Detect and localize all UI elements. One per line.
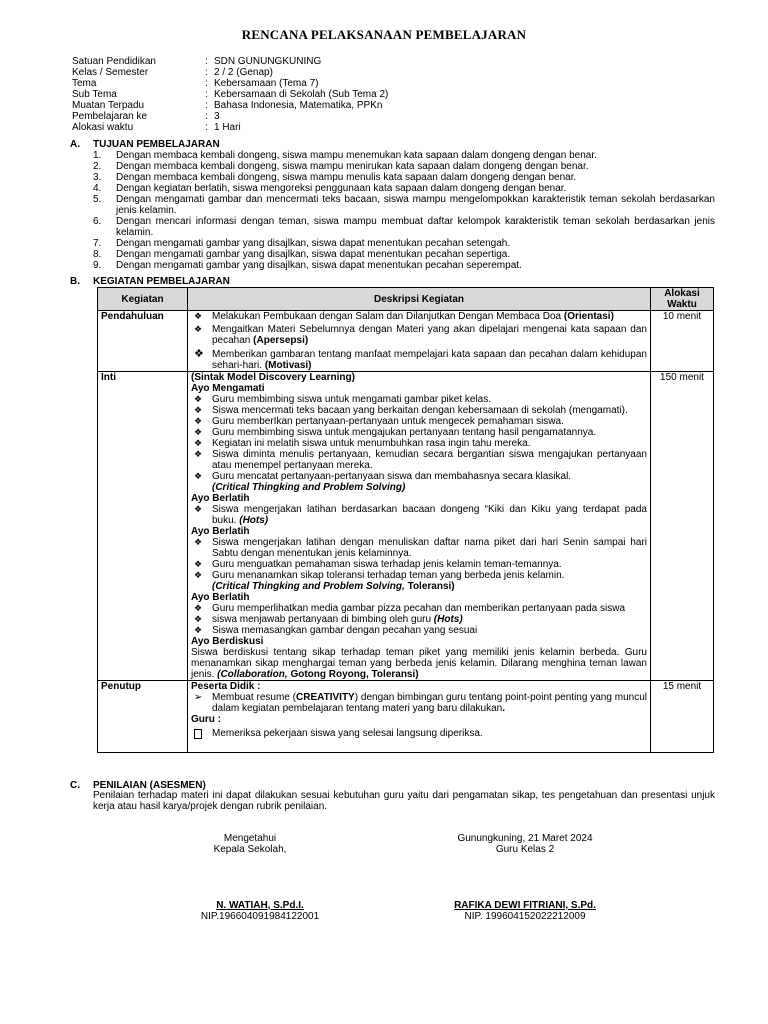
item-text: Guru memberIkan pertanyaan-pertanyaan untuk mengecek pemahaman siswa. <box>212 416 564 427</box>
assessment-text: Penilaian terhadap materi ini dapat dilakukan sesuai kebutuhan guru yaitu dari pengamatan sikap, tes pengetahuan dan presentasi unjuk kerja atau hasil karya/projek dengan rubrik penilaian. <box>93 790 715 812</box>
info-row-pembelajaran <box>72 111 388 122</box>
discussion-text <box>191 647 647 680</box>
item-tag: (Orientasi) <box>563 311 614 322</box>
item-number: 8. <box>93 249 102 260</box>
section-title: PENILAIAN (ASESMEN) <box>93 780 206 791</box>
row-label: Penutup <box>98 681 188 753</box>
list-item <box>191 427 647 438</box>
item-text: Dengan kegiatan berlatih, siswa mengoreksi penggunaan kata sapaan dalam dongeng dengan benar. <box>116 183 567 194</box>
table-header-row <box>98 288 714 311</box>
document-title: RENCANA PELAKSANAAN PEMBELAJARAN <box>241 27 527 42</box>
row-description <box>188 311 651 372</box>
item-text: Melakukan Pembukaan dengan Salam dan Dilanjutkan Dengan Membaca Doa <box>212 311 564 322</box>
skill-note: (Hots) <box>433 614 463 625</box>
list-item <box>93 249 715 260</box>
section-title: TUJUAN PEMBELAJARAN <box>93 139 220 150</box>
item-text: Siswa berdiskusi tentang sikap terhadap teman piket yang memiliki jenis kelamin berbeda. Guru menanamkan sikap menghargai teman yang berbeda jenis kelamin. Dilarang menghina teman lawan jenis. <box>191 647 647 680</box>
row-time: 150 menit <box>651 372 714 681</box>
info-label: Tema <box>72 78 97 89</box>
list-item <box>191 394 647 405</box>
item-text: Dengan mengamati gambar yang disajlkan, siswa dapat menentukan pecahan sepertiga. <box>116 249 511 260</box>
diamond-bullet-icon: ❖ <box>194 559 203 569</box>
section-a-heading <box>70 139 220 150</box>
table-row-penutup <box>98 681 714 753</box>
item-text: Mengaitkan Materi Sebelumnya dengan Materi yang akan dipelajari mengenai kata sapaan dan pecahan <box>212 324 647 346</box>
item-text: Dengan mengamati gambar yang disajlkan, siswa dapat menentukan pecahan seperempat. <box>116 260 522 271</box>
item-text: Kegiatan ini melatih siswa untuk menumbuhkan rasa ingin tahu mereka. <box>212 438 531 449</box>
item-tag: (Apersepsi) <box>253 335 309 346</box>
list-item <box>93 161 715 172</box>
item-text: Membuat resume ( <box>212 692 297 703</box>
info-block <box>72 56 388 133</box>
item-number: 3. <box>93 172 102 183</box>
diamond-bullet-icon: ❖ <box>194 324 203 334</box>
item-text: ) dengan bimbingan guru tentang point-point penting yang muncul dalam kegiatan pembelajaran tentang materi yang baru dilakukan <box>212 692 647 714</box>
list-item <box>93 183 715 194</box>
diamond-bullet-icon: ❖ <box>194 416 203 426</box>
section-title: KEGIATAN PEMBELAJARAN <box>93 276 230 287</box>
list-item <box>191 449 647 471</box>
diamond-bullet-icon: ❖ <box>194 394 203 404</box>
item-text: Dengan mengamati gambar yang disajlkan, siswa dapat menentukan pecahan setengah. <box>116 238 511 249</box>
info-label: Pembelajaran ke <box>72 111 148 122</box>
signer-name: RAFIKA DEWI FITRIANI, S.Pd. <box>454 900 596 911</box>
item-text: Dengan membaca kembali dongeng, siswa mampu menirukan kata sapaan dalam dongeng dengan benar. <box>116 161 589 172</box>
list-item <box>191 416 647 427</box>
info-label: Alokasi waktu <box>72 122 134 133</box>
item-text: siswa menjawab pertanyaan di bimbing oleh guru <box>212 614 434 625</box>
list-item <box>191 728 647 742</box>
subheading-berlatih: Ayo Berlatih <box>191 493 250 504</box>
info-value: 2 / 2 (Genap) <box>214 67 273 78</box>
diamond-bullet-icon: ❖ <box>194 614 203 624</box>
objectives-list <box>93 150 715 271</box>
list-item <box>191 438 647 449</box>
diamond-bullet-icon: ❖ <box>194 449 203 459</box>
item-text: Guru memperlihatkan media gambar pizza pecahan dan memberikan pertanyaan pada siswa <box>212 603 626 614</box>
skill-note-italic: (Critical Thingking and Problem Solving, <box>212 581 405 592</box>
list-item <box>191 625 647 636</box>
section-number: C. <box>70 780 80 791</box>
sign-role: Guru Kelas 2 <box>495 844 555 855</box>
diamond-bullet-icon: ❖ <box>194 348 204 360</box>
signature-right <box>420 833 630 855</box>
diamond-bullet-icon: ❖ <box>194 427 203 437</box>
info-colon: : <box>205 67 208 78</box>
table-row-pendahuluan <box>98 311 714 372</box>
subheading-berlatih: Ayo Berlatih <box>191 526 250 537</box>
header-alokasi: Alokasi Waktu <box>651 288 714 311</box>
item-number: 5. <box>93 194 102 205</box>
row-time: 15 menit <box>651 681 714 753</box>
row-description <box>188 681 651 753</box>
info-colon: : <box>205 100 208 111</box>
signature-right-name <box>410 900 640 922</box>
item-text: Siswa memasangkan gambar dengan pecahan yang sesuai <box>212 625 478 636</box>
list-item <box>191 692 647 714</box>
list-item <box>191 324 647 346</box>
list-item <box>93 194 715 216</box>
header-deskripsi: Deskripsi Kegiatan <box>188 288 651 311</box>
row-description <box>188 372 651 681</box>
item-text: Siswa diminta menulis pertanyaan, kemudian secara bergantian siswa mengajukan pertanyaan atau menempel pertanyaan mereka. <box>212 449 647 471</box>
subheading-berdiskusi: Ayo Berdiskusi <box>191 636 264 647</box>
skill-tag: CREATIVITY <box>296 692 355 703</box>
diamond-bullet-icon: ❖ <box>194 603 203 613</box>
info-label: Muatan Terpadu <box>72 100 145 111</box>
list-item <box>191 405 647 416</box>
item-number: 1. <box>93 150 102 161</box>
skill-note: (Critical Thingking and Problem Solving) <box>212 482 406 493</box>
signature-left <box>180 833 320 855</box>
row-label: Pendahuluan <box>98 311 188 372</box>
item-text: Siswa mengerjakan latihan berdasarkan bacaan dongeng “Kiki dan Kiku yang terdapat pada buku. <box>212 504 647 526</box>
info-value: Kebersamaan (Tema 7) <box>214 78 319 89</box>
item-text: Dengan mencari informasi dengan teman, siswa mampu membuat daftar kelompok karakteristik teman sekolah berdasarkan jenis kelamin. <box>116 216 715 238</box>
signer-nip: NIP. 199604152022212009 <box>464 911 586 922</box>
item-text: Dengan membaca kembali dongeng, siswa mampu menemukan kata sapaan dalam dongeng dengan benar. <box>116 150 597 161</box>
info-row-tema <box>72 78 388 89</box>
row-time: 10 menit <box>651 311 714 372</box>
item-number: 9. <box>93 260 102 271</box>
diamond-bullet-icon: ❖ <box>194 471 203 481</box>
skill-note-bold: Toleransi) <box>404 581 455 592</box>
signer-nip: NIP.196604091984122001 <box>200 911 320 922</box>
list-item <box>191 614 647 625</box>
sign-role: Kepala Sekolah, <box>213 844 287 855</box>
info-colon: : <box>205 78 208 89</box>
item-text: Guru menguatkan pemahaman siswa terhadap jenis kelamin teman-temannya. <box>212 559 562 570</box>
info-row-subtema <box>72 89 388 100</box>
list-item <box>191 311 647 322</box>
info-value: 1 Hari <box>214 122 241 133</box>
info-value: Bahasa Indonesia, Matematika, PPKn <box>214 100 383 111</box>
subheading-peserta: Peserta Didik : <box>191 681 261 692</box>
list-item <box>191 471 647 482</box>
item-text: Memeriksa pekerjaan siswa yang selesai langsung diperiksa. <box>212 728 483 739</box>
item-text: Siswa mencermati teks bacaan yang berkaitan dengan kebersamaan di sekolah (mengamati). <box>212 405 628 416</box>
info-colon: : <box>205 122 208 133</box>
item-end: . <box>502 703 505 714</box>
list-item <box>191 504 647 526</box>
diamond-bullet-icon: ❖ <box>194 537 203 547</box>
info-value: 3 <box>214 111 220 122</box>
skill-note: (Hots) <box>239 515 269 526</box>
item-text: Dengan membaca kembali dongeng, siswa mampu menulis kata sapaan dalam dongeng dengan benar. <box>116 172 577 183</box>
info-label: Satuan Pendidikan <box>72 56 156 67</box>
info-value: Kebersamaan di Sekolah (Sub Tema 2) <box>214 89 389 100</box>
info-colon: : <box>205 111 208 122</box>
info-row-kelas <box>72 67 388 78</box>
section-b-heading <box>70 276 230 287</box>
info-row-muatan <box>72 100 388 111</box>
header-kegiatan: Kegiatan <box>98 288 188 311</box>
list-item <box>191 570 647 581</box>
diamond-bullet-icon: ❖ <box>194 625 203 635</box>
diamond-bullet-icon: ❖ <box>194 311 203 321</box>
diamond-bullet-icon: ❖ <box>194 438 203 448</box>
list-item <box>191 603 647 614</box>
diamond-bullet-icon: ❖ <box>194 504 203 514</box>
list-item <box>93 216 715 238</box>
item-text: Guru membimbing siswa untuk mengajukan pertanyaan tentang hasil pengamatannya. <box>212 427 597 438</box>
list-item <box>93 150 715 161</box>
row-label: Inti <box>98 372 188 681</box>
diamond-bullet-icon: ❖ <box>194 405 203 415</box>
info-row-alokasi <box>72 122 388 133</box>
item-text: Memberikan gambaran tentang manfaat mempelajari kata sapaan dan pecahan dalam kehidupan sehari-hari. <box>212 349 647 371</box>
list-item <box>191 537 647 559</box>
sign-line: Mengetahui <box>223 833 277 844</box>
arrow-bullet-icon: ➢ <box>194 692 203 703</box>
table-row-inti <box>98 372 714 681</box>
subheading-mengamati: Ayo Mengamati <box>191 383 265 394</box>
item-tag: (Motivasi) <box>264 360 312 371</box>
section-number: B. <box>70 276 80 287</box>
info-colon: : <box>205 89 208 100</box>
list-item <box>93 238 715 249</box>
list-item <box>93 172 715 183</box>
checkbox-bullet-icon <box>191 728 212 742</box>
skill-note <box>191 581 647 592</box>
info-value: SDN GUNUNGKUNING <box>214 56 322 67</box>
item-text: Guru menanamkan sikap toleransi terhadap teman yang berbeda jenis kelamin. <box>212 570 565 581</box>
activity-table <box>97 287 714 753</box>
list-item <box>191 559 647 570</box>
signer-name: N. WATIAH, S.Pd.I. <box>216 900 304 911</box>
subheading-guru: Guru : <box>191 714 221 725</box>
item-text: Guru membimbing siswa untuk mengamati gambar piket kelas. <box>212 394 492 405</box>
list-item <box>93 260 715 271</box>
item-number: 2. <box>93 161 102 172</box>
list-item <box>191 349 647 371</box>
info-row-satuan <box>72 56 388 67</box>
item-text: Dengan mengamati gambar dan mencermati teks bacaan, siswa mampu mengelompokkan karakteristik teman sekolah berdasarkan jenis kelamin. <box>116 194 715 216</box>
section-number: A. <box>70 139 80 150</box>
item-text: Siswa mengerjakan latihan dengan menuliskan daftar nama piket dari hari Senin sampai hari Sabtu dengan menentukan jenis kelaminnya. <box>212 537 647 559</box>
item-number: 7. <box>93 238 102 249</box>
info-label: Sub Tema <box>72 89 117 100</box>
sign-date: Gunungkuning, 21 Maret 2024 <box>457 833 593 844</box>
item-text: Guru mencatat pertanyaan-pertanyaan siswa dan membahasnya secara klasikal. <box>212 471 572 482</box>
skill-note-italic: (Collaboration, <box>217 669 288 680</box>
diamond-bullet-icon: ❖ <box>194 570 203 580</box>
info-colon: : <box>205 56 208 67</box>
info-label: Kelas / Semester <box>72 67 149 78</box>
signature-left-name <box>150 900 370 922</box>
item-number: 6. <box>93 216 102 227</box>
skill-note-bold: Gotong Royong, Toleransi) <box>287 669 419 680</box>
model-label: (Sintak Model Discovery Learning) <box>191 372 355 383</box>
subheading-berlatih: Ayo Berlatih <box>191 592 250 603</box>
item-number: 4. <box>93 183 102 194</box>
